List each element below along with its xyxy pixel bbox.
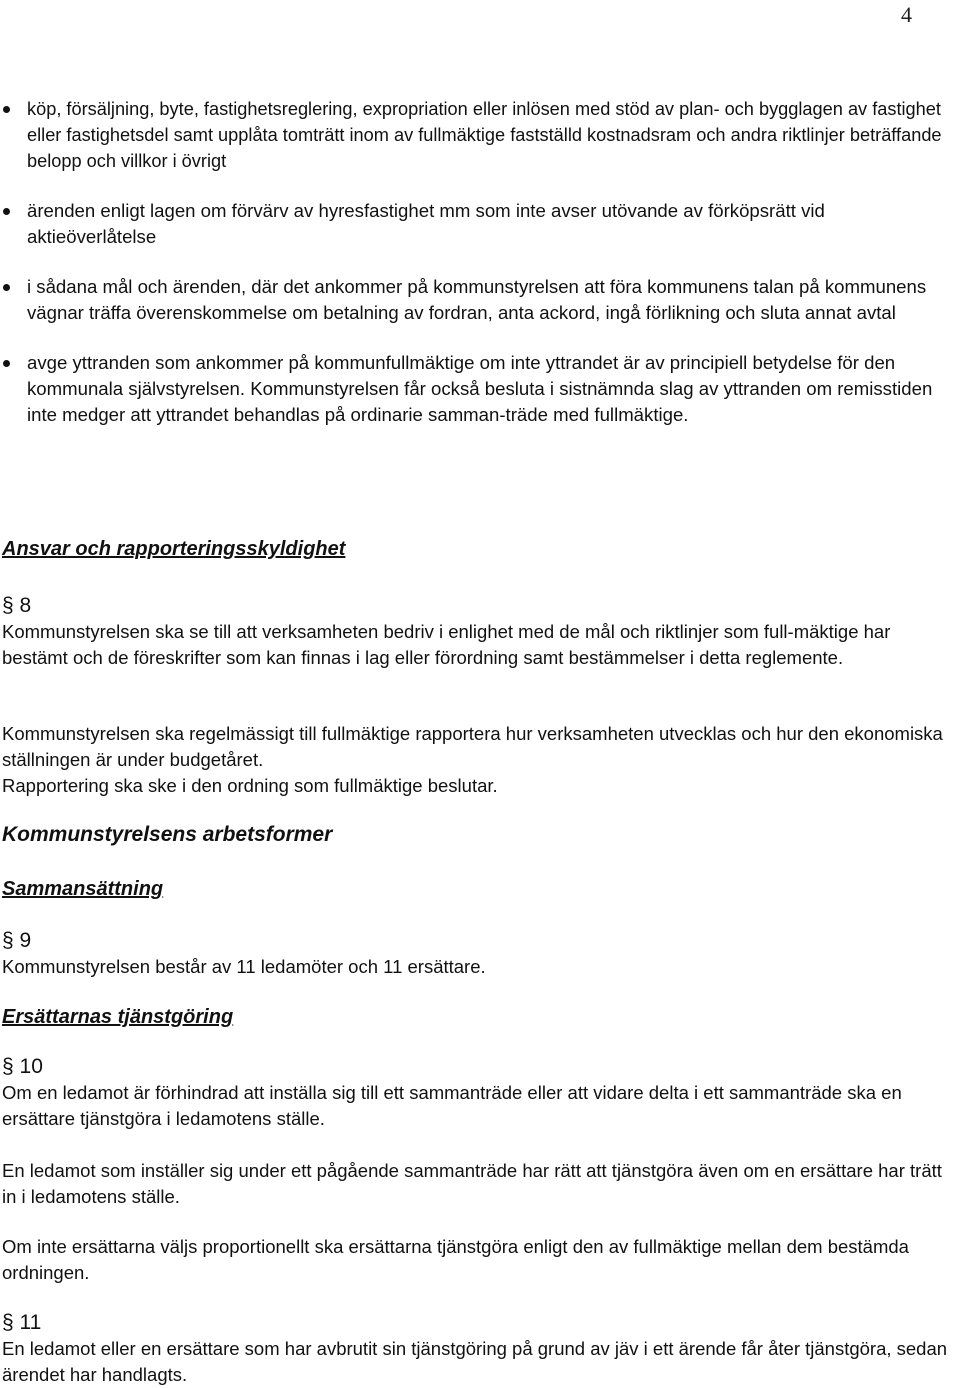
paragraph-text: Kommunstyrelsen ska se till att verksamheten bedriv i enlighet med de mål och riktlinjer som full-mäktige har bestämt och de föreskrifter som kan finnas i lag eller förordning samt bestämmelser i detta reglemente. (2, 621, 891, 668)
paragraph-number: § 10 (2, 1055, 43, 1078)
list-item (0, 96, 958, 174)
list-item-text: avge yttranden som ankommer på kommunfullmäktige om inte yttrandet är av principiell betydelse för den kommunala självstyrelsen. Kommunstyrelsen får också besluta i sistnämnda slag av yttranden om remisstiden inte medger att yttrandet behandlas på ordinarie samman-träde med fullmäktige. (27, 352, 933, 425)
paragraph-text: En ledamot eller en ersättare som har avbrutit sin tjänstgöring på grund av jäv i ett ärende får åter tjänstgöra, sedan ärendet har handlagts. (2, 1338, 948, 1385)
paragraph-9 (2, 928, 958, 980)
list-item (0, 350, 958, 428)
paragraph-10 (2, 1054, 958, 1132)
list-item (0, 274, 958, 326)
bullet-icon (3, 208, 10, 215)
list-item-text: köp, försäljning, byte, fastighetsreglering, expropriation eller inlösen med stöd av plan- och bygglagen av fastighet eller fastighetsdel samt upplåta tomträtt inom av fullmäktige fastställd kostnadsram och andra riktlinjer beträffande belopp och villkor i övrigt (27, 99, 942, 171)
section-arbetsformer (2, 823, 958, 847)
paragraph-text: Om inte ersättarna väljs proportionellt ska ersättarna tjänstgöra enligt den av fullmäktige mellan dem bestämda ordningen. (2, 1236, 909, 1283)
bullet-icon (3, 284, 10, 291)
bullet-icon (3, 360, 10, 367)
list-item-text: ärenden enligt lagen om förvärv av hyresfastighet mm som inte avser utövande av förköpsrätt vid aktieöverlåtelse (27, 200, 825, 247)
paragraph-text: Om en ledamot är förhindrad att inställa sig till ett sammanträde eller att vidare delta i ett sammanträde ska en ersättare tjänstgöra i ledamotens ställe. (2, 1082, 902, 1129)
section-ansvar (2, 538, 958, 561)
paragraph-number: § 8 (2, 594, 32, 617)
section-heading: Ersättarnas tjänstgöring (2, 1006, 234, 1028)
document-body (0, 96, 958, 452)
section-heading: Kommunstyrelsens arbetsformer (2, 823, 333, 846)
paragraph-8 (2, 593, 958, 671)
list-item-text: i sådana mål och ärenden, där det ankommer på kommunstyrelsen att föra kommunens talan på kommunens vägnar träffa överenskommelse om betalning av fordran, anta ackord, ingå förlikning och sluta annat avtal (27, 276, 927, 323)
subsection-sammansattning (2, 878, 958, 901)
bullet-icon (3, 106, 10, 113)
paragraph-text: En ledamot som inställer sig under ett pågående sammanträde har rätt att tjänstgöra även om en ersättare har trätt in i ledamotens ställe. (2, 1160, 942, 1207)
paragraph-8-continued (2, 721, 958, 799)
paragraph-number: § 9 (2, 929, 32, 952)
paragraph-number: § 11 (2, 1311, 42, 1334)
paragraph-10-third (2, 1234, 958, 1286)
paragraph-text: Kommunstyrelsen består av 11 ledamöter och 11 ersättare. (2, 956, 486, 977)
page-number: 4 (901, 2, 912, 27)
subsection-heading: Sammansättning (2, 878, 164, 900)
paragraph-11 (2, 1310, 958, 1388)
bullet-list (0, 96, 958, 428)
paragraph-text: Rapportering ska ske i den ordning som fullmäktige beslutar. (2, 775, 498, 796)
section-ersattare (2, 1006, 958, 1029)
paragraph-10-second (2, 1158, 958, 1210)
paragraph-text: Kommunstyrelsen ska regelmässigt till fullmäktige rapportera hur verksamheten utvecklas och hur den ekonomiska ställningen är under budgetåret. (2, 723, 943, 770)
list-item (0, 198, 958, 250)
section-heading: Ansvar och rapporteringsskyldighet (2, 538, 346, 560)
